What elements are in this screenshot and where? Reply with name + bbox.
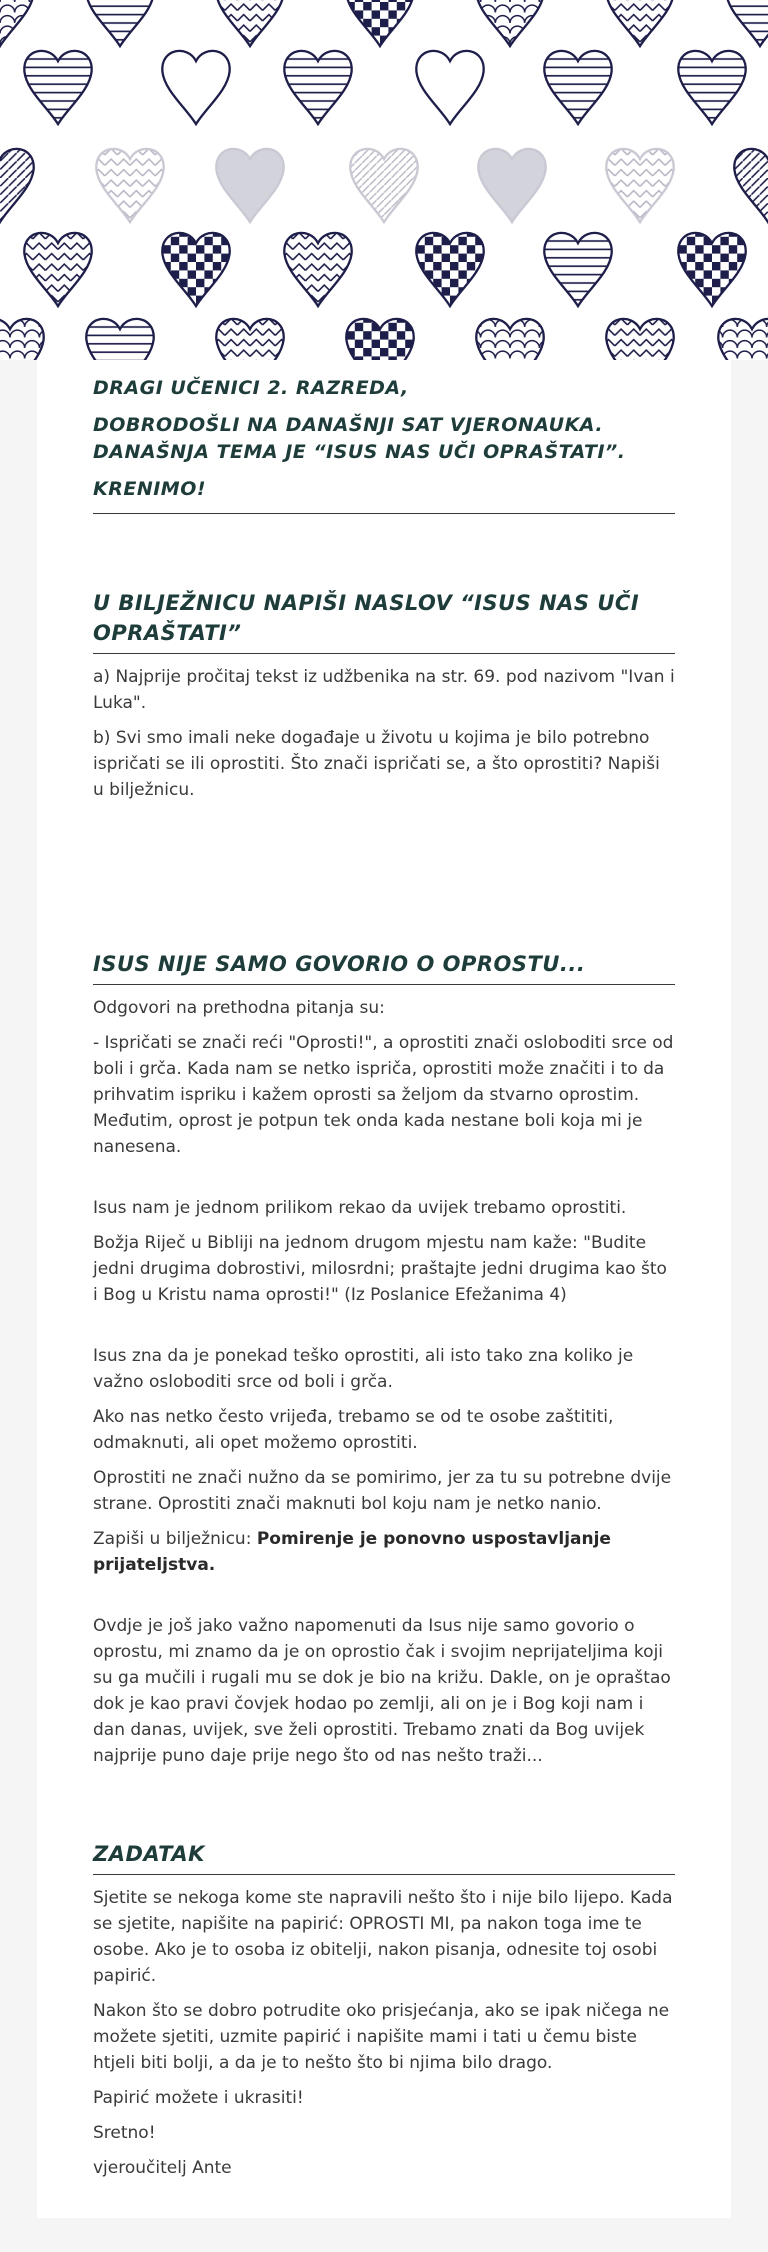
intro-welcome: DOBRODOŠLI NA DANAŠNJI SAT VJERONAUKA. DANAŠNJA TEMA JE “ISUS NAS UČI OPRAŠTATI”. bbox=[93, 414, 626, 463]
section-heading: ZADATAK bbox=[93, 1842, 205, 1866]
heart-icon bbox=[216, 319, 283, 360]
heart-icon bbox=[734, 149, 768, 222]
intro-block bbox=[93, 375, 675, 514]
divider bbox=[93, 1874, 675, 1875]
paragraph: Isus nam je jednom prilikom rekao da uvijek trebamo oprostiti. bbox=[93, 1198, 627, 1218]
heart-icon bbox=[0, 149, 34, 222]
divider bbox=[93, 653, 675, 654]
paragraph: a) Najprije pročitaj tekst iz udžbenika na str. 69. pod nazivom "Ivan i Luka". bbox=[93, 667, 675, 713]
heart-icon bbox=[678, 51, 745, 124]
heart-icon bbox=[96, 149, 163, 222]
section-assignment bbox=[93, 1839, 675, 2181]
heart-icon bbox=[284, 233, 351, 306]
heart-icon bbox=[678, 233, 745, 306]
heart-icon bbox=[0, 319, 44, 360]
section-heading: ISUS NIJE SAMO GOVORIO O OPROSTU... bbox=[93, 952, 586, 976]
header-hearts-banner bbox=[0, 0, 768, 360]
heart-icon bbox=[476, 319, 543, 360]
paragraph: Ako nas netko često vrijeđa, trebamo se od te osobe zaštititi, odmaknuti, ali opet možemo oprostiti. bbox=[93, 1407, 614, 1453]
divider bbox=[93, 513, 675, 514]
heart-icon bbox=[24, 51, 91, 124]
paragraph: - Ispričati se znači reći "Oprosti!", a oprostiti znači osloboditi srce od boli i grča. Kada nam se netko ispriča, oprostiti može značiti i to da prihvatim ispriku i kažem oprosti sa željom da stvarno oprostim. Međutim, oprost je potpun tek onda kada nestane boli koja mi je nanesena. bbox=[93, 1033, 674, 1157]
heart-icon bbox=[416, 233, 483, 306]
intro-start: KRENIMO! bbox=[93, 478, 207, 500]
content-column bbox=[93, 360, 675, 2190]
heart-icon bbox=[606, 149, 673, 222]
heart-icon bbox=[726, 0, 768, 46]
heart-icon bbox=[86, 319, 153, 360]
heart-icon bbox=[216, 149, 283, 222]
heart-icon bbox=[162, 233, 229, 306]
paragraph: Nakon što se dobro potrudite oko prisjećanja, ako se ipak ničega ne možete sjetiti, uzmite papirić i napišite mami i tati u čemu biste htjeli biti bolji, a da je to nešto što bi njima bilo drago. bbox=[93, 2001, 670, 2073]
paragraph: Sretno! bbox=[93, 2123, 156, 2143]
heart-icon bbox=[416, 51, 483, 124]
paragraph: Sjetite se nekoga kome ste napravili nešto što i nije bilo lijepo. Kada se sjetite, napišite na papirić: OPROSTI MI, pa nakon toga ime te osobe. Ako je to osoba iz obitelji, nakon pisanja, odnesite toj osobi papirić. bbox=[93, 1888, 673, 1986]
heart-icon bbox=[718, 319, 768, 360]
paragraph: b) Svi smo imali neke događaje u životu u kojima je bilo potrebno ispričati se ili oprostiti. Što znači ispričati se, a što oprostiti? Napiši u bilježnicu. bbox=[93, 728, 660, 800]
paragraph: Papirić možete i ukrasiti! bbox=[93, 2088, 304, 2108]
heart-icon bbox=[0, 0, 34, 46]
paragraph: Oprostiti ne znači nužno da se pomirimo, jer za tu su potrebne dvije strane. Oprostiti znači maknuti bol koju nam je netko nanio. bbox=[93, 1468, 672, 1514]
section-heading: U BILJEŽNICU NAPIŠI NASLOV “ISUS NAS UČI OPRAŠTATI” bbox=[93, 591, 640, 645]
content-card bbox=[37, 360, 731, 2218]
divider bbox=[93, 984, 675, 985]
signature: vjeroučitelj Ante bbox=[93, 2158, 232, 2178]
paragraph: Božja Riječ u Bibliji na jednom drugom mjestu nam kaže: "Budite jedni drugima dobrostivi, milosrdni; praštajte jedni drugima kao što i Bog u Kristu nama oprosti!" (Iz Poslanice Efežanima 4) bbox=[93, 1233, 667, 1305]
heart-icon bbox=[544, 51, 611, 124]
paragraph: Ovdje je još jako važno napomenuti da Isus nije samo govorio o oprostu, mi znamo da je on oprostio čak i svojim neprijateljima koji su ga mučili i rugali mu se dok je bio na križu. Dakle, on je opraštao dok je kao pravi čovjek hodao po zemlji, ali on je i Bog koji nam i dan danas, uvijek, sve želi oprostiti. Trebamo znati da Bog uvijek najprije puno daje prije nego što od nas nešto traži... bbox=[93, 1616, 671, 1766]
heart-icon bbox=[476, 0, 543, 46]
intro-greeting: DRAGI UČENICI 2. RAZREDA, bbox=[93, 377, 409, 399]
note-prefix: Zapiši u bilježnicu: bbox=[93, 1529, 257, 1549]
heart-icon bbox=[606, 0, 673, 46]
heart-icon bbox=[162, 51, 229, 124]
paragraph: Isus zna da je ponekad teško oprostiti, ali isto tako zna koliko je važno osloboditi srce od boli i grča. bbox=[93, 1346, 634, 1392]
hearts-pattern-icon bbox=[0, 0, 768, 360]
heart-icon bbox=[350, 149, 417, 222]
note-bold: Pomirenje je ponovno uspostavljanje prijateljstva. bbox=[93, 1529, 611, 1575]
section-forgiveness bbox=[93, 949, 675, 1769]
heart-icon bbox=[606, 319, 673, 360]
heart-icon bbox=[346, 0, 413, 46]
heart-icon bbox=[216, 0, 283, 46]
heart-icon bbox=[284, 51, 351, 124]
heart-icon bbox=[86, 0, 153, 46]
heart-icon bbox=[544, 233, 611, 306]
heart-icon bbox=[24, 233, 91, 306]
paragraph-note bbox=[93, 1526, 675, 1578]
paragraph: Odgovori na prethodna pitanja su: bbox=[93, 998, 385, 1018]
section-title-task bbox=[93, 588, 675, 803]
heart-icon bbox=[478, 149, 545, 222]
heart-icon bbox=[346, 319, 413, 360]
